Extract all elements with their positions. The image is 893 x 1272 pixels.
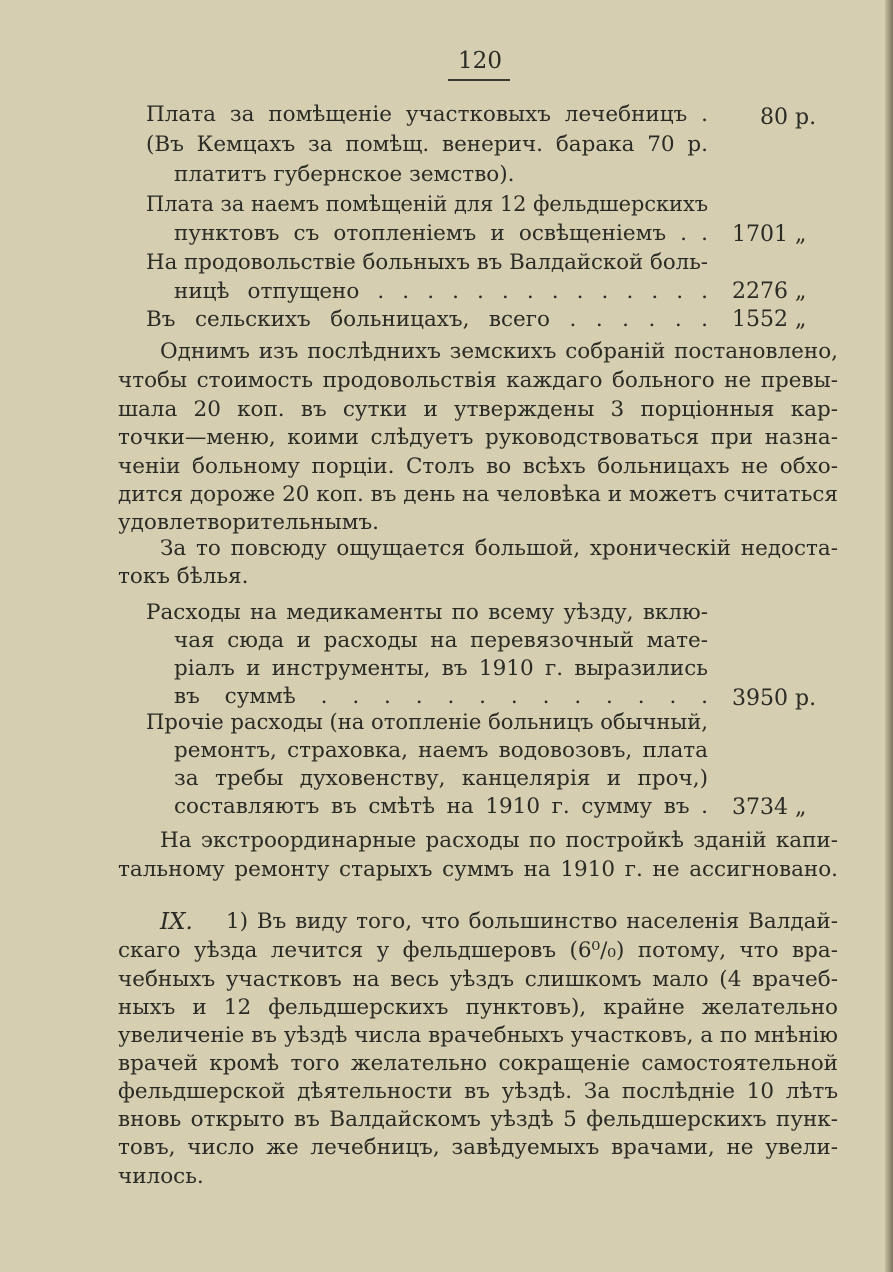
paragraph-line: точки—меню, коими слѣдуетъ руководствоваться при назна- (118, 427, 838, 450)
expense-line: платитъ губернское земство). (174, 162, 515, 187)
expense-line: (Въ Кемцахъ за помѣщ. венерич. барака 70 р. (146, 134, 708, 157)
expense-line: ницѣ отпущено . . . . . . . . . . . . . . (174, 281, 708, 304)
expense-line: Расходы на медикаменты по всему уѣзду, вклю- (146, 602, 708, 625)
expense-amount: 2276 „ (732, 279, 807, 304)
page-number: 120 (458, 48, 502, 74)
section-numeral: IX. (160, 909, 193, 935)
expense-line: за требы духовенству, канцелярія и проч,) (174, 768, 708, 791)
paragraph-line: скаго уѣзда лечится у фельдшеровъ (6⁰/₀) потому, что вра- (118, 940, 838, 963)
paragraph-line: товъ, число же лечебницъ, завѣдуемыхъ врачами, не увели- (118, 1137, 838, 1160)
expense-amount: 3950 р. (732, 686, 817, 711)
paragraph-line: тальному ремонту старыхъ суммъ на 1910 г. не ассигновано. (118, 859, 838, 882)
expense-amount: 80 р. (760, 105, 817, 130)
paragraph-line: ченіи больному порціи. Столъ во всѣхъ больницахъ не обхо- (118, 456, 838, 479)
paragraph-line: За то повсюду ощущается большой, хроническій недоста- (160, 538, 838, 561)
expense-line: ріалъ и инструменты, въ 1910 г. выразились (174, 658, 708, 681)
expense-amount: 3734 „ (732, 795, 807, 820)
paragraph-line: токъ бѣлья. (118, 564, 249, 589)
expense-amount: 1701 „ (732, 222, 807, 247)
paragraph-line: ныхъ и 12 фельдшерскихъ пунктовъ), крайне желательно (118, 997, 838, 1020)
paragraph-line: Однимъ изъ послѣднихъ земскихъ собраній постановлено, (160, 341, 838, 364)
paragraph-line: чебныхъ участковъ на весь уѣздъ слишкомъ мало (4 врачеб- (118, 969, 838, 992)
paragraph-line: 1) Въ виду того, что большинство населенія Валдай- (226, 911, 838, 934)
expense-line: ремонтъ, страховка, наемъ водовозовъ, плата (174, 740, 708, 763)
expense-line: На продовольствіе больныхъ въ Валдайской боль- (146, 252, 708, 275)
expense-line: чая сюда и расходы на перевязочный мате- (174, 630, 708, 653)
paragraph-line: чилось. (118, 1164, 204, 1189)
paragraph-line: удовлетворительнымъ. (118, 510, 380, 535)
paragraph-line: дится дороже 20 коп. въ день на человѣка и можетъ считаться (118, 484, 838, 507)
paragraph-line: фельдшерской дѣятельности въ уѣздѣ. За послѣдніе 10 лѣтъ (118, 1081, 838, 1104)
paragraph-line: чтобы стоимость продовольствія каждаго больного не превы- (118, 370, 838, 393)
expense-line: составляютъ въ смѣтѣ на 1910 г. сумму въ . (174, 796, 708, 819)
expense-line: Въ сельскихъ больницахъ, всего . . . . . . (146, 309, 708, 332)
paragraph-line: На экстроординарные расходы по постройкѣ зданій капи- (160, 830, 838, 853)
page-number-rule (448, 79, 510, 81)
expense-line: пунктовъ съ отопленіемъ и освѣщеніемъ . . (174, 223, 708, 246)
paragraph-line: увеличеніе въ уѣздѣ числа врачебныхъ участковъ, а по мнѣнію (118, 1025, 838, 1048)
paragraph-line: врачей кромѣ того желательно сокращеніе самостоятельной (118, 1053, 838, 1076)
paragraph-line: шала 20 коп. въ сутки и утверждены 3 порціонныя кар- (118, 399, 838, 422)
expense-line: въ суммѣ . . . . . . . . . . . . . (174, 686, 708, 709)
expense-line: Прочіе расходы (на отопленіе больницъ обычный, (146, 712, 708, 735)
expense-amount: 1552 „ (732, 307, 807, 332)
expense-line: Плата за наемъ помѣщеній для 12 фельдшерскихъ (146, 194, 708, 217)
page-edge (885, 0, 893, 1272)
expense-line: Плата за помѣщеніе участковыхъ лечебницъ . (146, 104, 708, 127)
paragraph-line: вновь открыто въ Валдайскомъ уѣздѣ 5 фельдшерскихъ пунк- (118, 1109, 838, 1132)
